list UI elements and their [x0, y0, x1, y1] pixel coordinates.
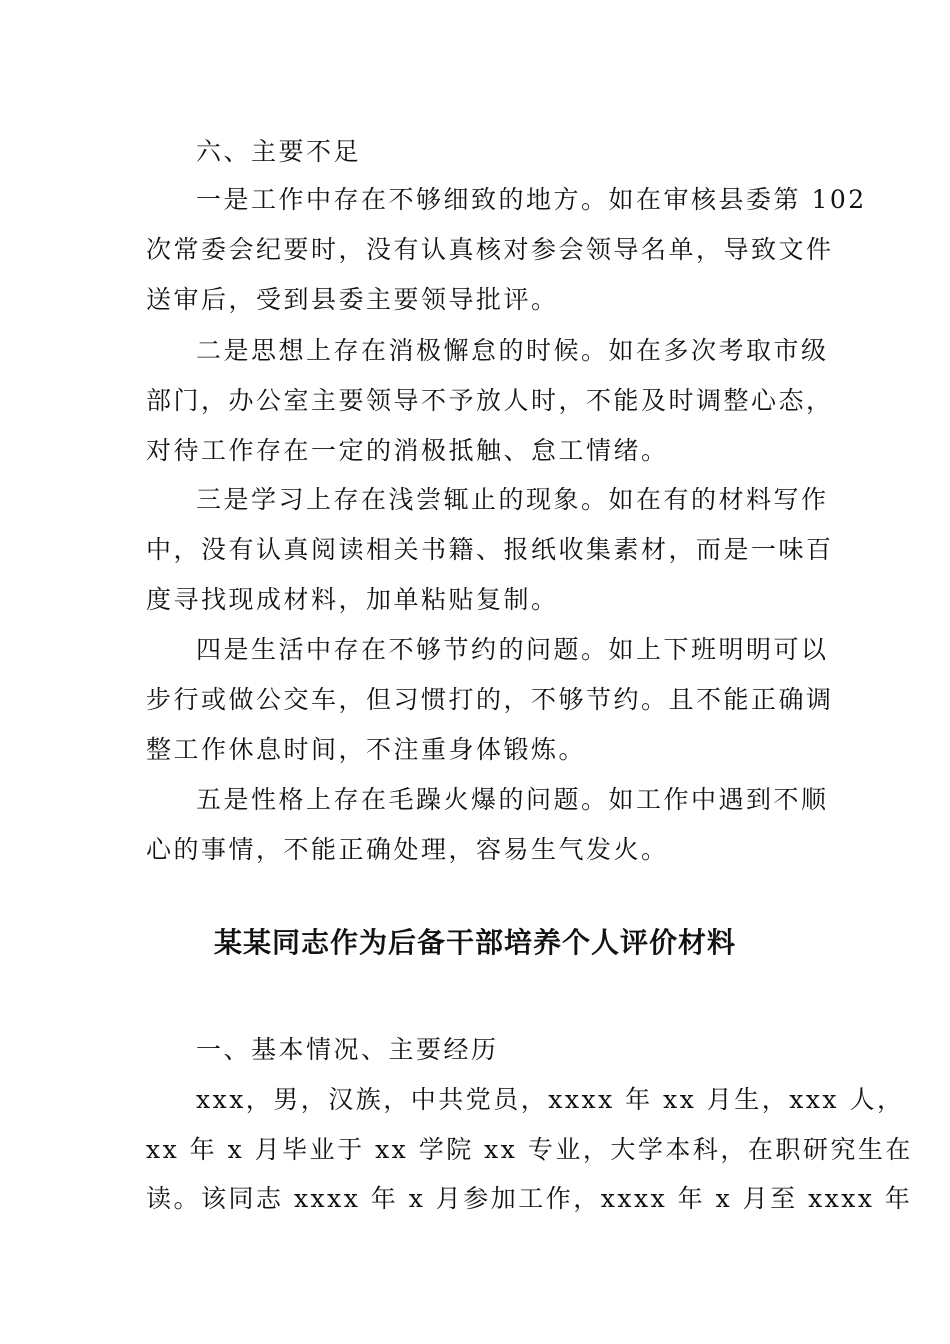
- paragraph-line: 步行或做公交车，但习惯打的，不够节约。且不能正确调: [146, 685, 834, 714]
- paragraph-line: 一是工作中存在不够细致的地方。如在审核县委第 102: [196, 185, 867, 214]
- paragraph-line: 四是生活中存在不够节约的问题。如上下班明明可以: [196, 635, 829, 664]
- paragraph-line: 度寻找现成材料，加单粘贴复制。: [146, 585, 559, 614]
- paragraph-line: 五是性格上存在毛躁火爆的问题。如工作中遇到不顺: [196, 785, 829, 814]
- paragraph-line: xxx，男，汉族，中共党员，xxxx 年 xx 月生，xxx 人，: [196, 1085, 905, 1114]
- paragraph-line: 次常委会纪要时，没有认真核对参会领导名单，导致文件: [146, 235, 834, 264]
- paragraph-line: 心的事情，不能正确处理，容易生气发火。: [146, 835, 669, 864]
- paragraph-line: 送审后，受到县委主要领导批评。: [146, 285, 559, 314]
- paragraph-line: xx 年 x 月毕业于 xx 学院 xx 专业，大学本科，在职研究生在: [146, 1135, 913, 1164]
- paragraph-line: 读。该同志 xxxx 年 x 月参加工作，xxxx 年 x 月至 xxxx 年: [146, 1184, 913, 1213]
- document-title: 某某同志作为后备干部培养个人评价材料: [213, 926, 736, 959]
- paragraph-line: 三是学习上存在浅尝辄止的现象。如在有的材料写作: [196, 485, 829, 514]
- section-heading-shortcomings: 六、主要不足: [196, 137, 362, 166]
- paragraph-line: 整工作休息时间，不注重身体锻炼。: [146, 735, 587, 764]
- paragraph-line: 二是思想上存在消极懈怠的时候。如在多次考取市级: [196, 336, 829, 365]
- paragraph-line: 部门，办公室主要领导不予放人时，不能及时调整心态，: [146, 386, 834, 415]
- paragraph-line: 对待工作存在一定的消极抵触、怠工情绪。: [146, 436, 669, 465]
- paragraph-line: 中，没有认真阅读相关书籍、报纸收集素材，而是一味百: [146, 535, 834, 564]
- section-heading-basic-info: 一、基本情况、主要经历: [196, 1035, 499, 1064]
